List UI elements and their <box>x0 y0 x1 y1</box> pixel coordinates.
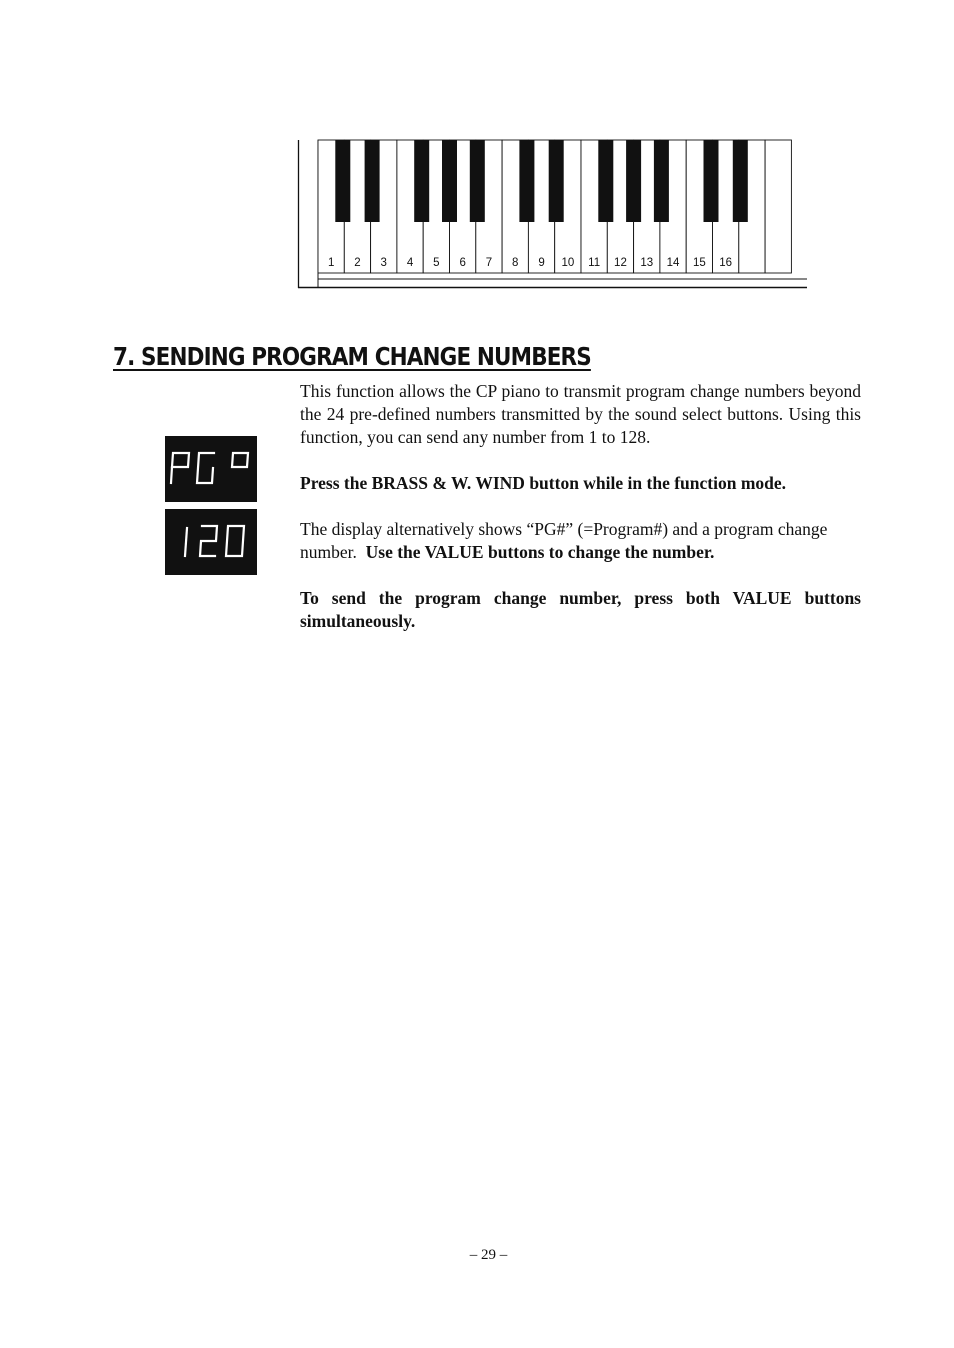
black-key <box>442 140 457 222</box>
black-key <box>365 140 380 222</box>
display-note-plain: The display alternatively shows “PG#” (=Program#) and a program change number. <box>300 519 828 562</box>
instruction-paragraph: Press the BRASS & W. WIND button while in the function mode. <box>300 473 787 493</box>
key-number-label: 5 <box>433 257 440 269</box>
display-note-bold: Use the VALUE buttons to change the number. <box>365 542 715 562</box>
black-key <box>626 140 641 222</box>
key-number-label: 2 <box>354 257 361 269</box>
black-key <box>598 140 613 222</box>
black-key <box>335 140 350 222</box>
key-number-label: 11 <box>588 257 601 269</box>
key-number-label: 14 <box>666 257 680 269</box>
key-number-label: 9 <box>538 257 545 269</box>
key-number-label: 1 <box>327 257 335 269</box>
white-key <box>765 140 791 273</box>
black-key <box>733 140 748 222</box>
black-key <box>414 140 429 222</box>
page-number: – 29 – <box>469 1247 508 1263</box>
pg-segment-readout <box>165 436 257 502</box>
key-number-label: 16 <box>719 257 733 269</box>
key-number-label: 10 <box>561 257 575 269</box>
key-number-label: 8 <box>512 257 519 269</box>
key-number-label: 13 <box>640 257 654 269</box>
black-key <box>549 140 564 222</box>
key-number-label: 7 <box>485 257 493 269</box>
intro-paragraph: This function allows the CP piano to transmit program change numbers beyond the 24 pre-defined numbers transmitted by the sound select buttons. Using this function, you can send any number from 1 to 128. <box>300 381 861 447</box>
number-segment-readout <box>165 509 257 575</box>
black-key <box>519 140 534 222</box>
key-number-label: 4 <box>406 257 414 269</box>
key-number-label: 3 <box>380 257 387 269</box>
black-key <box>470 140 485 222</box>
led-display-number <box>165 509 257 575</box>
display-note-paragraph <box>300 518 861 564</box>
key-number-label: 15 <box>692 257 706 269</box>
key-number-label: 6 <box>459 257 466 269</box>
send-note-paragraph: To send the program change number, press both VALUE buttons simultaneously. <box>300 588 861 631</box>
black-key <box>654 140 669 222</box>
black-key <box>704 140 719 222</box>
section-heading: 7. SENDING PROGRAM CHANGE NUMBERS <box>113 342 591 371</box>
led-display-pg <box>165 436 257 502</box>
keyboard-diagram <box>296 138 808 290</box>
key-number-label: 12 <box>614 257 627 269</box>
